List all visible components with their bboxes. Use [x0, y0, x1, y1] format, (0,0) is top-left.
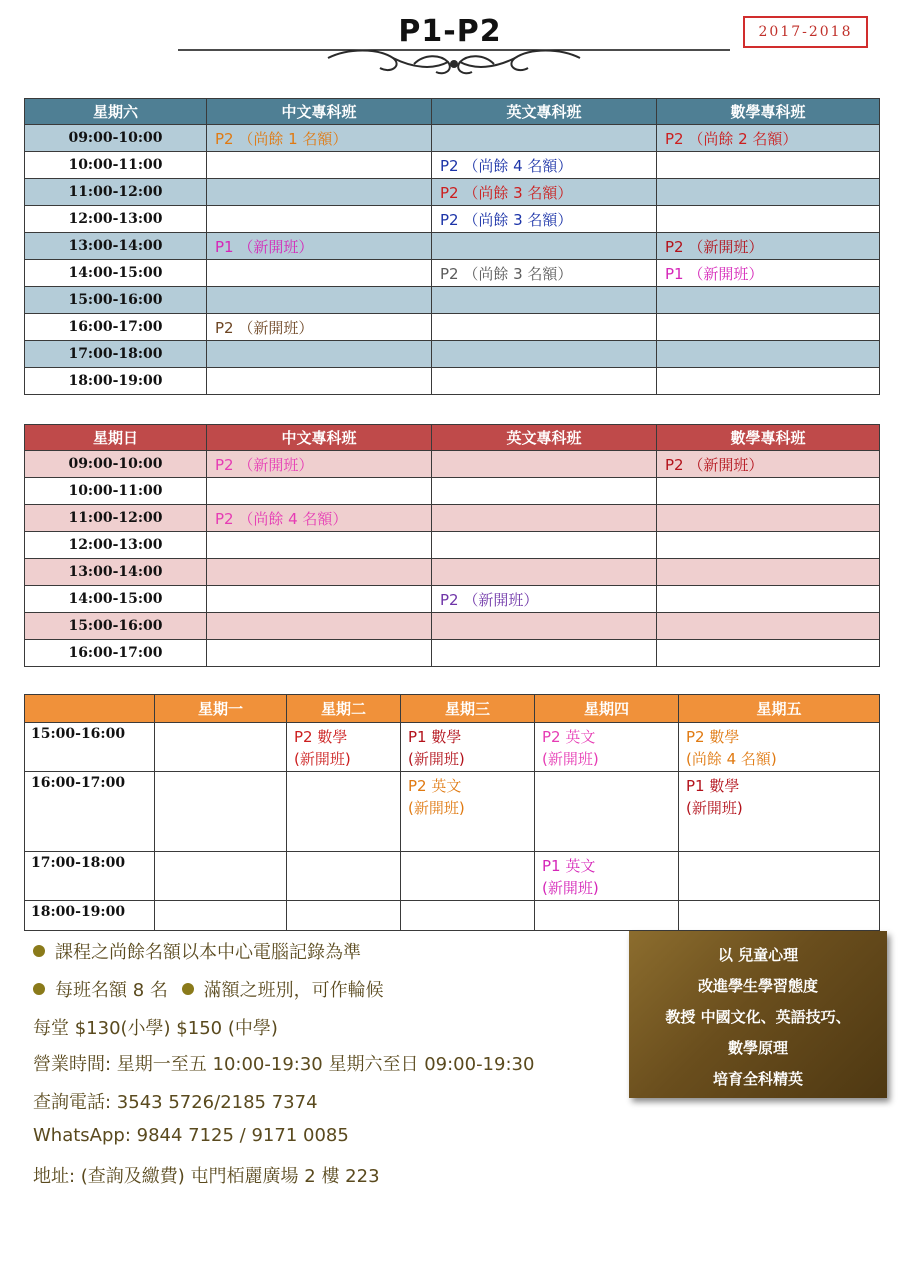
class-cell — [432, 640, 657, 667]
class-cell — [657, 287, 880, 314]
class-cell — [657, 640, 880, 667]
table-row — [25, 772, 880, 852]
time-slot: 12:00-13:00 — [25, 206, 207, 233]
class-cell: P1 英文 (新開班) — [535, 852, 679, 901]
table-row — [25, 179, 880, 206]
table-row — [25, 586, 880, 613]
page-title: P1-P2 — [398, 14, 502, 49]
time-slot: 14:00-15:00 — [25, 260, 207, 287]
class-cell — [657, 314, 880, 341]
time-slot: 16:00-17:00 — [25, 314, 207, 341]
promo-line: 改進學生學習態度 — [697, 977, 818, 995]
class-cell — [657, 532, 880, 559]
table-row — [25, 451, 880, 478]
class-cell — [207, 478, 432, 505]
column-header: 英文專科班 — [432, 99, 657, 125]
class-cell: P2 數學 (尚餘 4 名額) — [679, 723, 880, 772]
column-header: 星期三 — [401, 695, 535, 723]
class-cell — [432, 505, 657, 532]
class-cell — [432, 478, 657, 505]
column-header: 星期六 — [25, 99, 207, 125]
class-cell — [287, 901, 401, 931]
class-cell — [287, 852, 401, 901]
table-row — [25, 901, 880, 931]
class-cell — [535, 901, 679, 931]
class-cell — [155, 723, 287, 772]
address: 地址: (查詢及繳費) 屯門栢麗廣場 2 樓 223 — [33, 1166, 380, 1187]
table-row — [25, 723, 880, 772]
saturday-timetable — [24, 98, 880, 395]
table-header-row — [25, 425, 880, 451]
note-text: 每班名額 8 名 — [55, 980, 168, 1001]
business-hours: 營業時間: 星期一至五 10:00-19:30 星期六至日 09:00-19:30 — [33, 1054, 535, 1075]
time-slot: 15:00-16:00 — [25, 613, 207, 640]
class-cell — [155, 852, 287, 901]
class-cell: P2 英文 (新開班) — [535, 723, 679, 772]
class-cell — [657, 559, 880, 586]
class-cell: P1 數學 (新開班) — [401, 723, 535, 772]
class-cell — [155, 901, 287, 931]
column-header: 星期日 — [25, 425, 207, 451]
time-slot: 16:00-17:00 — [25, 772, 155, 852]
phone-number: 查詢電話: 3543 5726/2185 7374 — [33, 1092, 318, 1113]
table-row — [25, 152, 880, 179]
class-cell — [657, 505, 880, 532]
class-cell — [432, 233, 657, 260]
class-cell — [657, 206, 880, 233]
time-slot: 16:00-17:00 — [25, 640, 207, 667]
time-slot: 11:00-12:00 — [25, 179, 207, 206]
class-cell — [207, 260, 432, 287]
table-row — [25, 505, 880, 532]
class-cell — [679, 852, 880, 901]
time-slot: 13:00-14:00 — [25, 233, 207, 260]
time-slot: 15:00-16:00 — [25, 723, 155, 772]
sunday-timetable — [24, 424, 880, 667]
promo-line: 數學原理 — [727, 1039, 788, 1057]
time-slot: 13:00-14:00 — [25, 559, 207, 586]
class-cell: P2 英文 (新開班) — [401, 772, 535, 852]
time-slot: 09:00-10:00 — [25, 125, 207, 152]
table-row — [25, 233, 880, 260]
column-header: 英文專科班 — [432, 425, 657, 451]
class-cell — [432, 451, 657, 478]
class-cell — [432, 532, 657, 559]
time-slot: 11:00-12:00 — [25, 505, 207, 532]
column-header — [25, 695, 155, 723]
bullet-icon — [182, 983, 194, 995]
class-cell — [657, 478, 880, 505]
class-cell — [657, 368, 880, 395]
time-slot: 15:00-16:00 — [25, 287, 207, 314]
promo-line: 教授 中國文化、英語技巧、 — [665, 1008, 851, 1026]
weekday-timetable — [24, 694, 880, 931]
time-slot: 18:00-19:00 — [25, 368, 207, 395]
class-cell: P2 （尚餘 1 名額） — [207, 125, 432, 152]
class-cell — [657, 341, 880, 368]
promo-line: 培育全科精英 — [712, 1070, 803, 1088]
class-cell: P2 （新開班） — [657, 451, 880, 478]
class-cell — [207, 206, 432, 233]
class-cell — [657, 152, 880, 179]
class-cell — [432, 613, 657, 640]
table-header-row — [25, 695, 880, 723]
time-slot: 09:00-10:00 — [25, 451, 207, 478]
table-row — [25, 260, 880, 287]
class-cell: P2 （尚餘 3 名額） — [432, 260, 657, 287]
table-row — [25, 640, 880, 667]
promo-line: 以 兒童心理 — [717, 946, 799, 964]
promo-box — [629, 931, 887, 1098]
column-header: 星期一 — [155, 695, 287, 723]
time-slot: 17:00-18:00 — [25, 852, 155, 901]
table-row — [25, 341, 880, 368]
class-cell — [401, 901, 535, 931]
table-row — [25, 532, 880, 559]
note-text: 滿額之班別，可作輪候 — [203, 980, 384, 1001]
class-cell: P2 （尚餘 3 名額） — [432, 206, 657, 233]
class-cell — [657, 586, 880, 613]
decorative-flourish-icon — [178, 44, 730, 80]
class-cell — [432, 341, 657, 368]
column-header: 星期二 — [287, 695, 401, 723]
class-cell: P2 （尚餘 2 名額） — [657, 125, 880, 152]
table-row — [25, 287, 880, 314]
class-cell — [207, 341, 432, 368]
class-cell — [207, 532, 432, 559]
column-header: 數學專科班 — [657, 425, 880, 451]
class-cell: P2 （新開班） — [432, 586, 657, 613]
class-cell — [657, 613, 880, 640]
note-class-size — [33, 976, 384, 1002]
class-cell: P2 （新開班） — [207, 451, 432, 478]
table-row — [25, 478, 880, 505]
class-cell — [207, 179, 432, 206]
class-cell — [432, 125, 657, 152]
class-cell — [207, 559, 432, 586]
column-header: 星期四 — [535, 695, 679, 723]
table-row — [25, 613, 880, 640]
table-row — [25, 206, 880, 233]
note-text: 課程之尚餘名額以本中心電腦記錄為準 — [55, 942, 361, 963]
table-row — [25, 559, 880, 586]
class-cell: P2 （尚餘 4 名額） — [432, 152, 657, 179]
table-header-row — [25, 99, 880, 125]
note-quota — [33, 938, 361, 964]
column-header: 數學專科班 — [657, 99, 880, 125]
class-cell: P2 （尚餘 3 名額） — [432, 179, 657, 206]
table-row — [25, 852, 880, 901]
class-cell — [432, 559, 657, 586]
class-cell: P2 （新開班） — [657, 233, 880, 260]
whatsapp-number: WhatsApp: 9844 7125 / 9171 0085 — [33, 1125, 349, 1146]
time-slot: 10:00-11:00 — [25, 152, 207, 179]
fee-text: 每堂 $130(小學) $150 (中學) — [33, 1018, 278, 1039]
table-row — [25, 368, 880, 395]
class-cell: P1 數學 (新開班) — [679, 772, 880, 852]
class-cell — [432, 287, 657, 314]
time-slot: 12:00-13:00 — [25, 532, 207, 559]
class-cell — [207, 368, 432, 395]
table-row — [25, 125, 880, 152]
column-header: 星期五 — [679, 695, 880, 723]
class-cell: P1 （新開班） — [657, 260, 880, 287]
table-row — [25, 314, 880, 341]
class-cell — [207, 287, 432, 314]
time-slot: 14:00-15:00 — [25, 586, 207, 613]
column-header: 中文專科班 — [207, 99, 432, 125]
class-cell — [287, 772, 401, 852]
class-cell — [657, 179, 880, 206]
bullet-icon — [33, 945, 45, 957]
bullet-icon — [33, 983, 45, 995]
class-cell — [207, 152, 432, 179]
class-cell — [432, 314, 657, 341]
class-cell — [207, 586, 432, 613]
class-cell — [401, 852, 535, 901]
class-cell: P1 （新開班） — [207, 233, 432, 260]
class-cell — [207, 613, 432, 640]
time-slot: 18:00-19:00 — [25, 901, 155, 931]
column-header: 中文專科班 — [207, 425, 432, 451]
class-cell: P2 （尚餘 4 名額） — [207, 505, 432, 532]
class-cell — [207, 640, 432, 667]
time-slot: 10:00-11:00 — [25, 478, 207, 505]
time-slot: 17:00-18:00 — [25, 341, 207, 368]
class-cell — [679, 901, 880, 931]
class-cell — [535, 772, 679, 852]
class-cell: P2 （新開班） — [207, 314, 432, 341]
class-cell — [155, 772, 287, 852]
class-cell — [432, 368, 657, 395]
year-badge: 2017-2018 — [743, 16, 868, 48]
class-cell: P2 數學 (新開班) — [287, 723, 401, 772]
